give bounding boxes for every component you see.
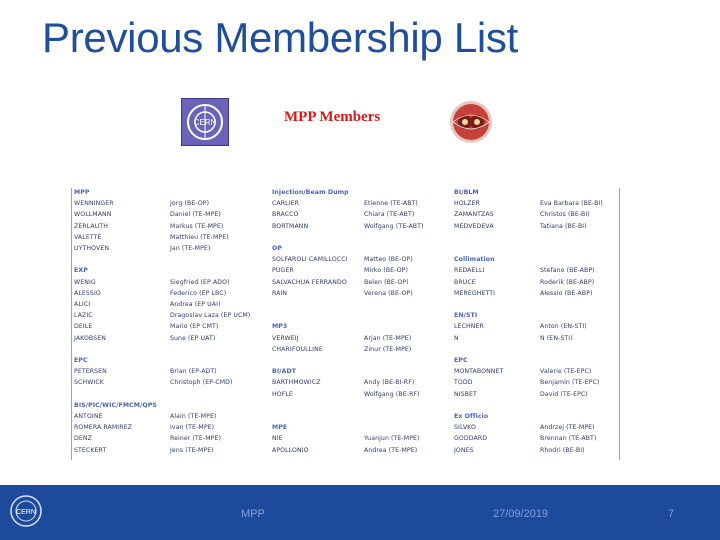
member-firstname-dept: Etienne (TE-ABT) <box>364 200 418 208</box>
table-row <box>74 199 270 209</box>
member-surname: REDAELLI <box>454 267 485 275</box>
table-row <box>454 244 634 254</box>
member-firstname-dept: Brennan (TE-ABT) <box>540 435 597 443</box>
member-firstname-dept: Andrea (TE-MPE) <box>364 446 418 454</box>
member-firstname-dept: Andrzej (TE-MPE) <box>540 424 595 432</box>
member-surname: ALICI <box>74 301 91 308</box>
member-firstname-dept: Dragoslav Laza (EP UCM) <box>170 312 251 320</box>
member-firstname-dept: Mirko (BE-OP) <box>364 267 409 275</box>
group-header <box>272 423 452 433</box>
table-row <box>454 446 634 456</box>
group-header-label: Ex Officio <box>454 413 489 420</box>
member-surname: VALETTE <box>74 233 102 241</box>
member-surname: PETERSEN <box>74 368 107 376</box>
group-header <box>454 311 634 321</box>
member-surname: DENZ <box>74 435 92 443</box>
table-row <box>74 289 270 299</box>
member-firstname-dept: Roderik (BE-ABP) <box>540 278 595 286</box>
group-header-label: MPE <box>272 424 288 432</box>
member-firstname-dept: N (EN-STI) <box>540 334 573 342</box>
table-row <box>272 255 452 265</box>
member-firstname-dept: Valerie (TE-EPC) <box>540 368 592 376</box>
member-firstname-dept: Sune (EP UAT) <box>170 334 216 342</box>
member-firstname-dept: Belen (BE-OP) <box>364 278 409 286</box>
table-row <box>74 233 270 243</box>
table-row <box>454 390 634 400</box>
membership-table <box>72 188 620 460</box>
table-row <box>454 278 634 288</box>
member-surname: BRACCO <box>272 211 299 219</box>
table-row <box>454 210 634 220</box>
member-firstname-dept: Chiara (TE-ABT) <box>364 211 415 219</box>
table-row <box>272 378 452 388</box>
member-surname: SOLFAROLI CAMILLOCCI <box>272 256 348 264</box>
member-surname: ROMERA RAMIREZ <box>74 424 132 432</box>
table-row <box>272 266 452 276</box>
table-row <box>272 210 452 220</box>
member-surname: HOFLE <box>272 390 293 398</box>
member-surname: WENIG <box>74 278 96 286</box>
table-row <box>272 300 452 310</box>
member-surname: JAKOBSEN <box>74 334 106 342</box>
group-header-label: EPC <box>454 357 468 364</box>
member-surname: MEREGHETTI <box>454 289 496 297</box>
member-surname: TODD <box>454 379 473 387</box>
page-number: 7 <box>668 508 675 520</box>
table-row <box>454 199 634 209</box>
member-firstname-dept: Jan (TE-MPE) <box>170 245 211 252</box>
member-firstname-dept: Zinur (TE-MPE) <box>364 345 412 353</box>
member-surname: CARLIER <box>272 200 300 208</box>
member-firstname-dept: Christos (BE-BI) <box>540 211 590 219</box>
member-firstname-dept: Reiner (TE-MPE) <box>170 435 222 443</box>
member-firstname-dept: Daniel (TE-MPE) <box>170 211 221 219</box>
table-row <box>272 345 452 355</box>
member-surname: ZAMANTZAS <box>454 211 494 219</box>
group-header <box>272 244 452 254</box>
group-header <box>74 188 270 198</box>
member-surname: BORTMANN <box>272 222 309 230</box>
member-surname: ZERLAUTH <box>74 222 109 230</box>
member-firstname-dept: Yuanjun (TE-MPE) <box>364 435 420 443</box>
table-row <box>74 345 270 355</box>
group-header <box>74 266 270 276</box>
table-row <box>74 334 270 344</box>
member-firstname-dept: Siegfried (EP ADO) <box>170 278 230 286</box>
table-row <box>74 423 270 433</box>
group-header <box>74 356 270 366</box>
member-surname: WENNINGER <box>74 200 114 208</box>
cern-logo <box>181 98 229 146</box>
group-header <box>272 367 452 377</box>
member-firstname-dept: David (TE-EPC) <box>540 390 588 398</box>
member-surname: SCHWICK <box>74 379 104 387</box>
member-firstname-dept: Christoph (EP-CMD) <box>170 379 233 387</box>
table-row <box>454 378 634 388</box>
member-firstname-dept: Federico (EP LBC) <box>170 289 227 297</box>
table-row <box>454 266 634 276</box>
member-firstname-dept: Eva Barbara (BE-BI) <box>540 200 603 208</box>
magnet-protection-logo <box>449 100 493 144</box>
member-surname: APOLLONIO <box>272 446 309 454</box>
table-row <box>74 278 270 288</box>
member-firstname-dept: Rhodri (BE-BI) <box>540 446 585 454</box>
table-left-border <box>71 188 72 460</box>
table-row <box>74 300 270 310</box>
table-row <box>272 401 452 411</box>
group-header <box>454 412 634 422</box>
group-header <box>74 401 270 411</box>
table-row <box>454 367 634 377</box>
member-surname: NIE <box>272 435 283 443</box>
group-header-label: EN/STI <box>454 312 478 320</box>
table-row <box>74 244 270 254</box>
table-row <box>454 289 634 299</box>
group-header <box>454 188 634 198</box>
table-row <box>74 446 270 456</box>
cern-footer-logo-text: CERN <box>16 509 36 516</box>
member-surname: MONTABONNET <box>454 368 504 376</box>
table-row <box>74 222 270 232</box>
group-header-label: Injection/Beam Dump <box>272 189 349 196</box>
group-header-label: Collimation <box>454 256 495 264</box>
group-header-label: OP <box>272 245 282 252</box>
member-surname: STECKERT <box>74 446 107 454</box>
member-surname: BARTHMOWICZ <box>272 379 321 387</box>
member-firstname-dept: Benjamin (TE-EPC) <box>540 379 600 387</box>
cern-logo-text: CERN <box>193 118 217 127</box>
table-row <box>272 334 452 344</box>
member-firstname-dept: Matteo (BE-OP) <box>364 256 413 264</box>
table-row <box>454 423 634 433</box>
member-firstname-dept: Andrea (EP UAI) <box>170 301 221 308</box>
table-row <box>74 412 270 422</box>
table-row <box>74 390 270 400</box>
member-surname: DEILE <box>74 323 93 331</box>
group-header-label: BIS/PIC/WIC/FMCM/QPS <box>74 401 157 409</box>
footer-bar <box>0 485 720 540</box>
member-surname: ANTOINE <box>74 413 103 420</box>
member-firstname-dept: Andy (BE-BI-RF) <box>364 379 415 387</box>
table-row <box>74 255 270 265</box>
group-header-label: EXP <box>74 267 88 275</box>
member-firstname-dept: Tatiana (BE-BI) <box>540 222 587 230</box>
member-surname: PUGER <box>272 267 294 275</box>
member-firstname-dept: Arjan (TE-MPE) <box>364 334 412 342</box>
member-surname: CHARIFOULLINE <box>272 345 323 353</box>
member-firstname-dept: Alessio (BE-ABP) <box>540 289 593 297</box>
member-surname: GODDARD <box>454 435 488 443</box>
member-firstname-dept: Stefano (BE-ABP) <box>540 267 595 275</box>
table-row <box>272 233 452 243</box>
member-surname: UYTHOVEN <box>74 245 110 252</box>
member-surname: SALVACHUA FERRANDO <box>272 278 347 286</box>
member-surname: WOLLMANN <box>74 211 112 219</box>
table-row <box>272 289 452 299</box>
group-header-label: MP3 <box>272 323 288 331</box>
member-firstname-dept: Alain (TE-MPE) <box>170 413 217 420</box>
table-row <box>454 434 634 444</box>
member-firstname-dept: Jens (TE-MPE) <box>170 446 214 454</box>
group-header-label: BI/BLM <box>454 189 479 196</box>
cern-footer-logo <box>6 491 46 531</box>
member-firstname-dept: Ivan (TE-MPE) <box>170 424 215 432</box>
table-row <box>272 434 452 444</box>
member-firstname-dept: Verena (BE-OP) <box>364 289 413 297</box>
table-row <box>454 222 634 232</box>
member-firstname-dept: Brian (EP-ADT) <box>170 368 217 376</box>
table-row <box>74 311 270 321</box>
member-firstname-dept: Jorg (BE-OP) <box>170 200 210 208</box>
member-firstname-dept: Markus (TE-MPE) <box>170 222 224 230</box>
footer-label: MPP <box>241 508 265 520</box>
member-surname: NISBET <box>454 390 477 398</box>
member-firstname-dept: Wolfgang (TE-ABT) <box>364 222 424 230</box>
member-firstname-dept: Mario (EP CMT) <box>170 323 219 331</box>
member-surname: MEDVEDEVA <box>454 222 494 230</box>
member-firstname-dept: Wolfgang (BE-RF) <box>364 390 420 398</box>
member-surname: JONES <box>454 446 474 454</box>
member-surname: SILVKO <box>454 424 476 432</box>
member-surname: VERWEIJ <box>272 334 299 342</box>
table-row <box>272 222 452 232</box>
group-header <box>454 356 634 366</box>
member-surname: N <box>454 334 459 342</box>
group-header <box>272 188 452 198</box>
table-row <box>272 356 452 366</box>
member-surname: RAIN <box>272 289 288 297</box>
member-firstname-dept: Matthieu (TE-MPE) <box>170 233 229 241</box>
table-row <box>272 412 452 422</box>
table-row <box>454 233 634 243</box>
footer-date: 27/09/2019 <box>493 508 549 520</box>
member-surname: ALESSIO <box>74 289 101 297</box>
member-surname: BRUCE <box>454 278 476 286</box>
table-row <box>74 378 270 388</box>
table-row <box>454 401 634 411</box>
group-header-label: EPC <box>74 357 88 364</box>
group-header <box>454 255 634 265</box>
table-row <box>454 345 634 355</box>
table-row <box>454 300 634 310</box>
group-header-label: MPP <box>74 189 90 196</box>
member-surname: HOLZER <box>454 200 481 208</box>
table-row <box>74 210 270 220</box>
member-surname: LAZIC <box>74 312 93 320</box>
member-surname: LECHNER <box>454 323 484 331</box>
slide-title: Previous Membership List <box>42 14 518 61</box>
member-firstname-dept: Anton (EN-STI) <box>540 323 587 331</box>
table-row <box>272 311 452 321</box>
mpp-members-heading: MPP Members <box>284 109 381 125</box>
table-row <box>74 322 270 332</box>
table-row <box>454 322 634 332</box>
table-row <box>272 446 452 456</box>
table-row <box>272 199 452 209</box>
group-header-label: BI/ADT <box>272 368 297 376</box>
table-row <box>74 367 270 377</box>
table-row <box>74 434 270 444</box>
group-header <box>272 322 452 332</box>
table-row <box>454 334 634 344</box>
table-row <box>272 278 452 288</box>
table-row <box>272 390 452 400</box>
